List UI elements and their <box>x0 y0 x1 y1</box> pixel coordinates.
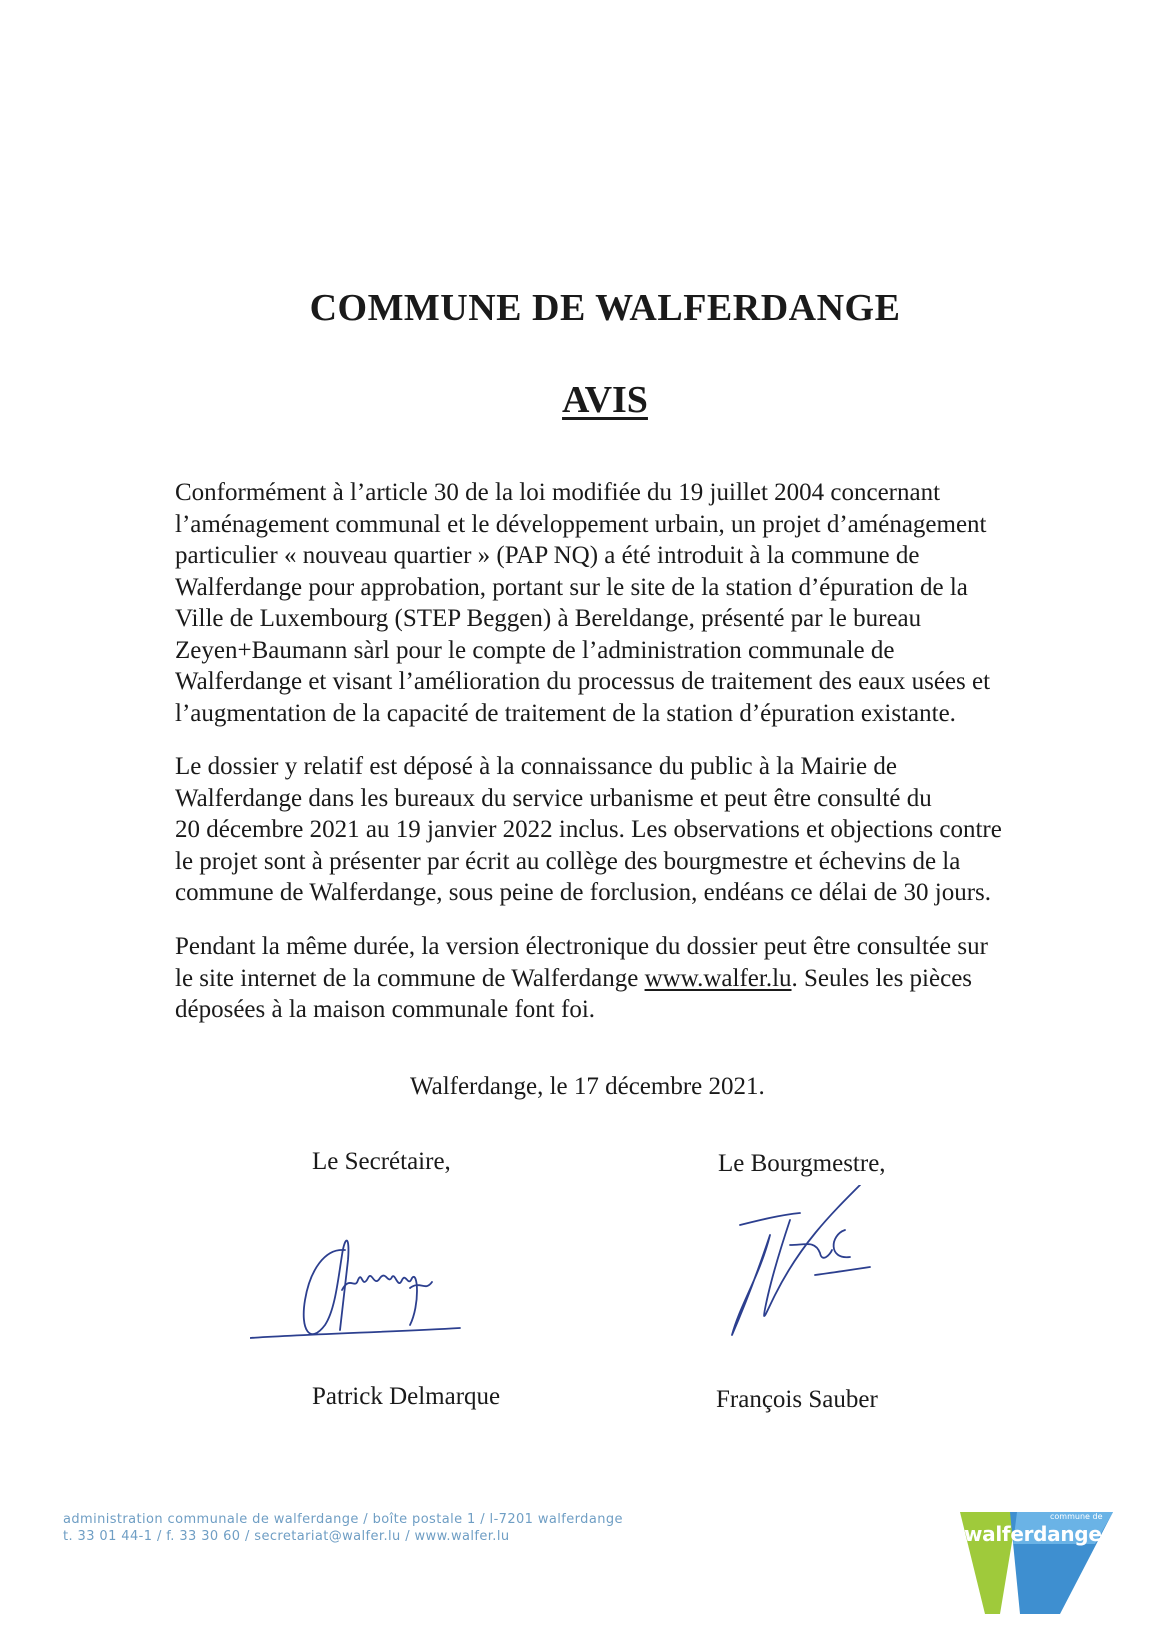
mayor-label: Le Bourgmestre, <box>718 1150 886 1177</box>
footer-contact <box>63 1511 623 1545</box>
paragraph-line: Pendant la même durée, la version électronique du dossier peut être consultée sur <box>175 933 988 960</box>
document-title: COMMUNE DE WALFERDANGE <box>309 287 901 329</box>
paragraph-line: Le dossier y relatif est déposé à la connaissance du public à la Mairie de <box>175 753 897 780</box>
paragraph-line <box>175 963 1080 995</box>
paragraph-line: Walferdange pour approbation, portant sur le site de la station d’épuration de la <box>175 573 968 601</box>
paragraph-3 <box>175 931 1080 1026</box>
secretary-signature <box>250 1230 470 1380</box>
paragraph-line: Walferdange et visant l’amélioration du processus de traitement des eaux usées et <box>175 668 991 695</box>
paragraph-line: le projet sont à présenter par écrit au collège des bourgmestre et échevins de la <box>175 847 961 875</box>
paragraph-text: le site internet de la commune de Walferdange <box>175 964 645 992</box>
paragraph-line: particulier « nouveau quartier » (PAP NQ) a été introduit à la commune de <box>175 542 920 569</box>
footer-address: administration communale de walferdange / boîte postale 1 / l-7201 walferdange <box>63 1512 623 1527</box>
paragraph-text: . Seules les pièces <box>791 964 973 992</box>
secretary-label: Le Secrétaire, <box>312 1148 451 1175</box>
footer-phone-email: t. 33 01 44-1 / f. 33 30 60 / secretariat@walfer.lu / www.walfer.lu <box>63 1529 510 1544</box>
logo-text: walferdange <box>964 1522 1102 1546</box>
paragraph-line: Ville de Luxembourg (STEP Beggen) à Bereldange, présenté par le bureau <box>175 605 922 632</box>
paragraph-1 <box>175 477 1080 729</box>
paragraph-line: Zeyen+Baumann sàrl pour le compte de l’administration communale de <box>175 636 895 664</box>
paragraph-line: l’aménagement communal et le développement urbain, un projet d’aménagement <box>175 510 987 538</box>
paragraph-line: commune de Walferdange, sous peine de forclusion, endéans ce délai de 30 jours. <box>175 879 992 906</box>
dateline: Walferdange, le 17 décembre 2021. <box>410 1073 765 1100</box>
paragraph-line: 20 décembre 2021 au 19 janvier 2022 inclus. Les observations et objections contre <box>175 816 1002 843</box>
logo-small-text: commune de <box>1050 1512 1103 1521</box>
paragraph-line: l’augmentation de la capacité de traitement de la station d’épuration existante. <box>175 699 956 727</box>
mayor-name: François Sauber <box>716 1386 878 1413</box>
paragraph-line: Conformément à l’article 30 de la loi modifiée du 19 juillet 2004 concernant <box>175 479 941 506</box>
mayor-signature <box>720 1185 880 1345</box>
document-subtitle: AVIS <box>562 379 648 421</box>
website-link[interactable]: www.walfer.lu <box>644 964 792 992</box>
secretary-name: Patrick Delmarque <box>312 1383 501 1410</box>
paragraph-line: Walferdange dans les bureaux du service urbanisme et peut être consulté du <box>175 784 932 812</box>
paragraph-2 <box>175 751 1080 909</box>
paragraph-line: déposées à la maison communale font foi. <box>175 996 596 1023</box>
